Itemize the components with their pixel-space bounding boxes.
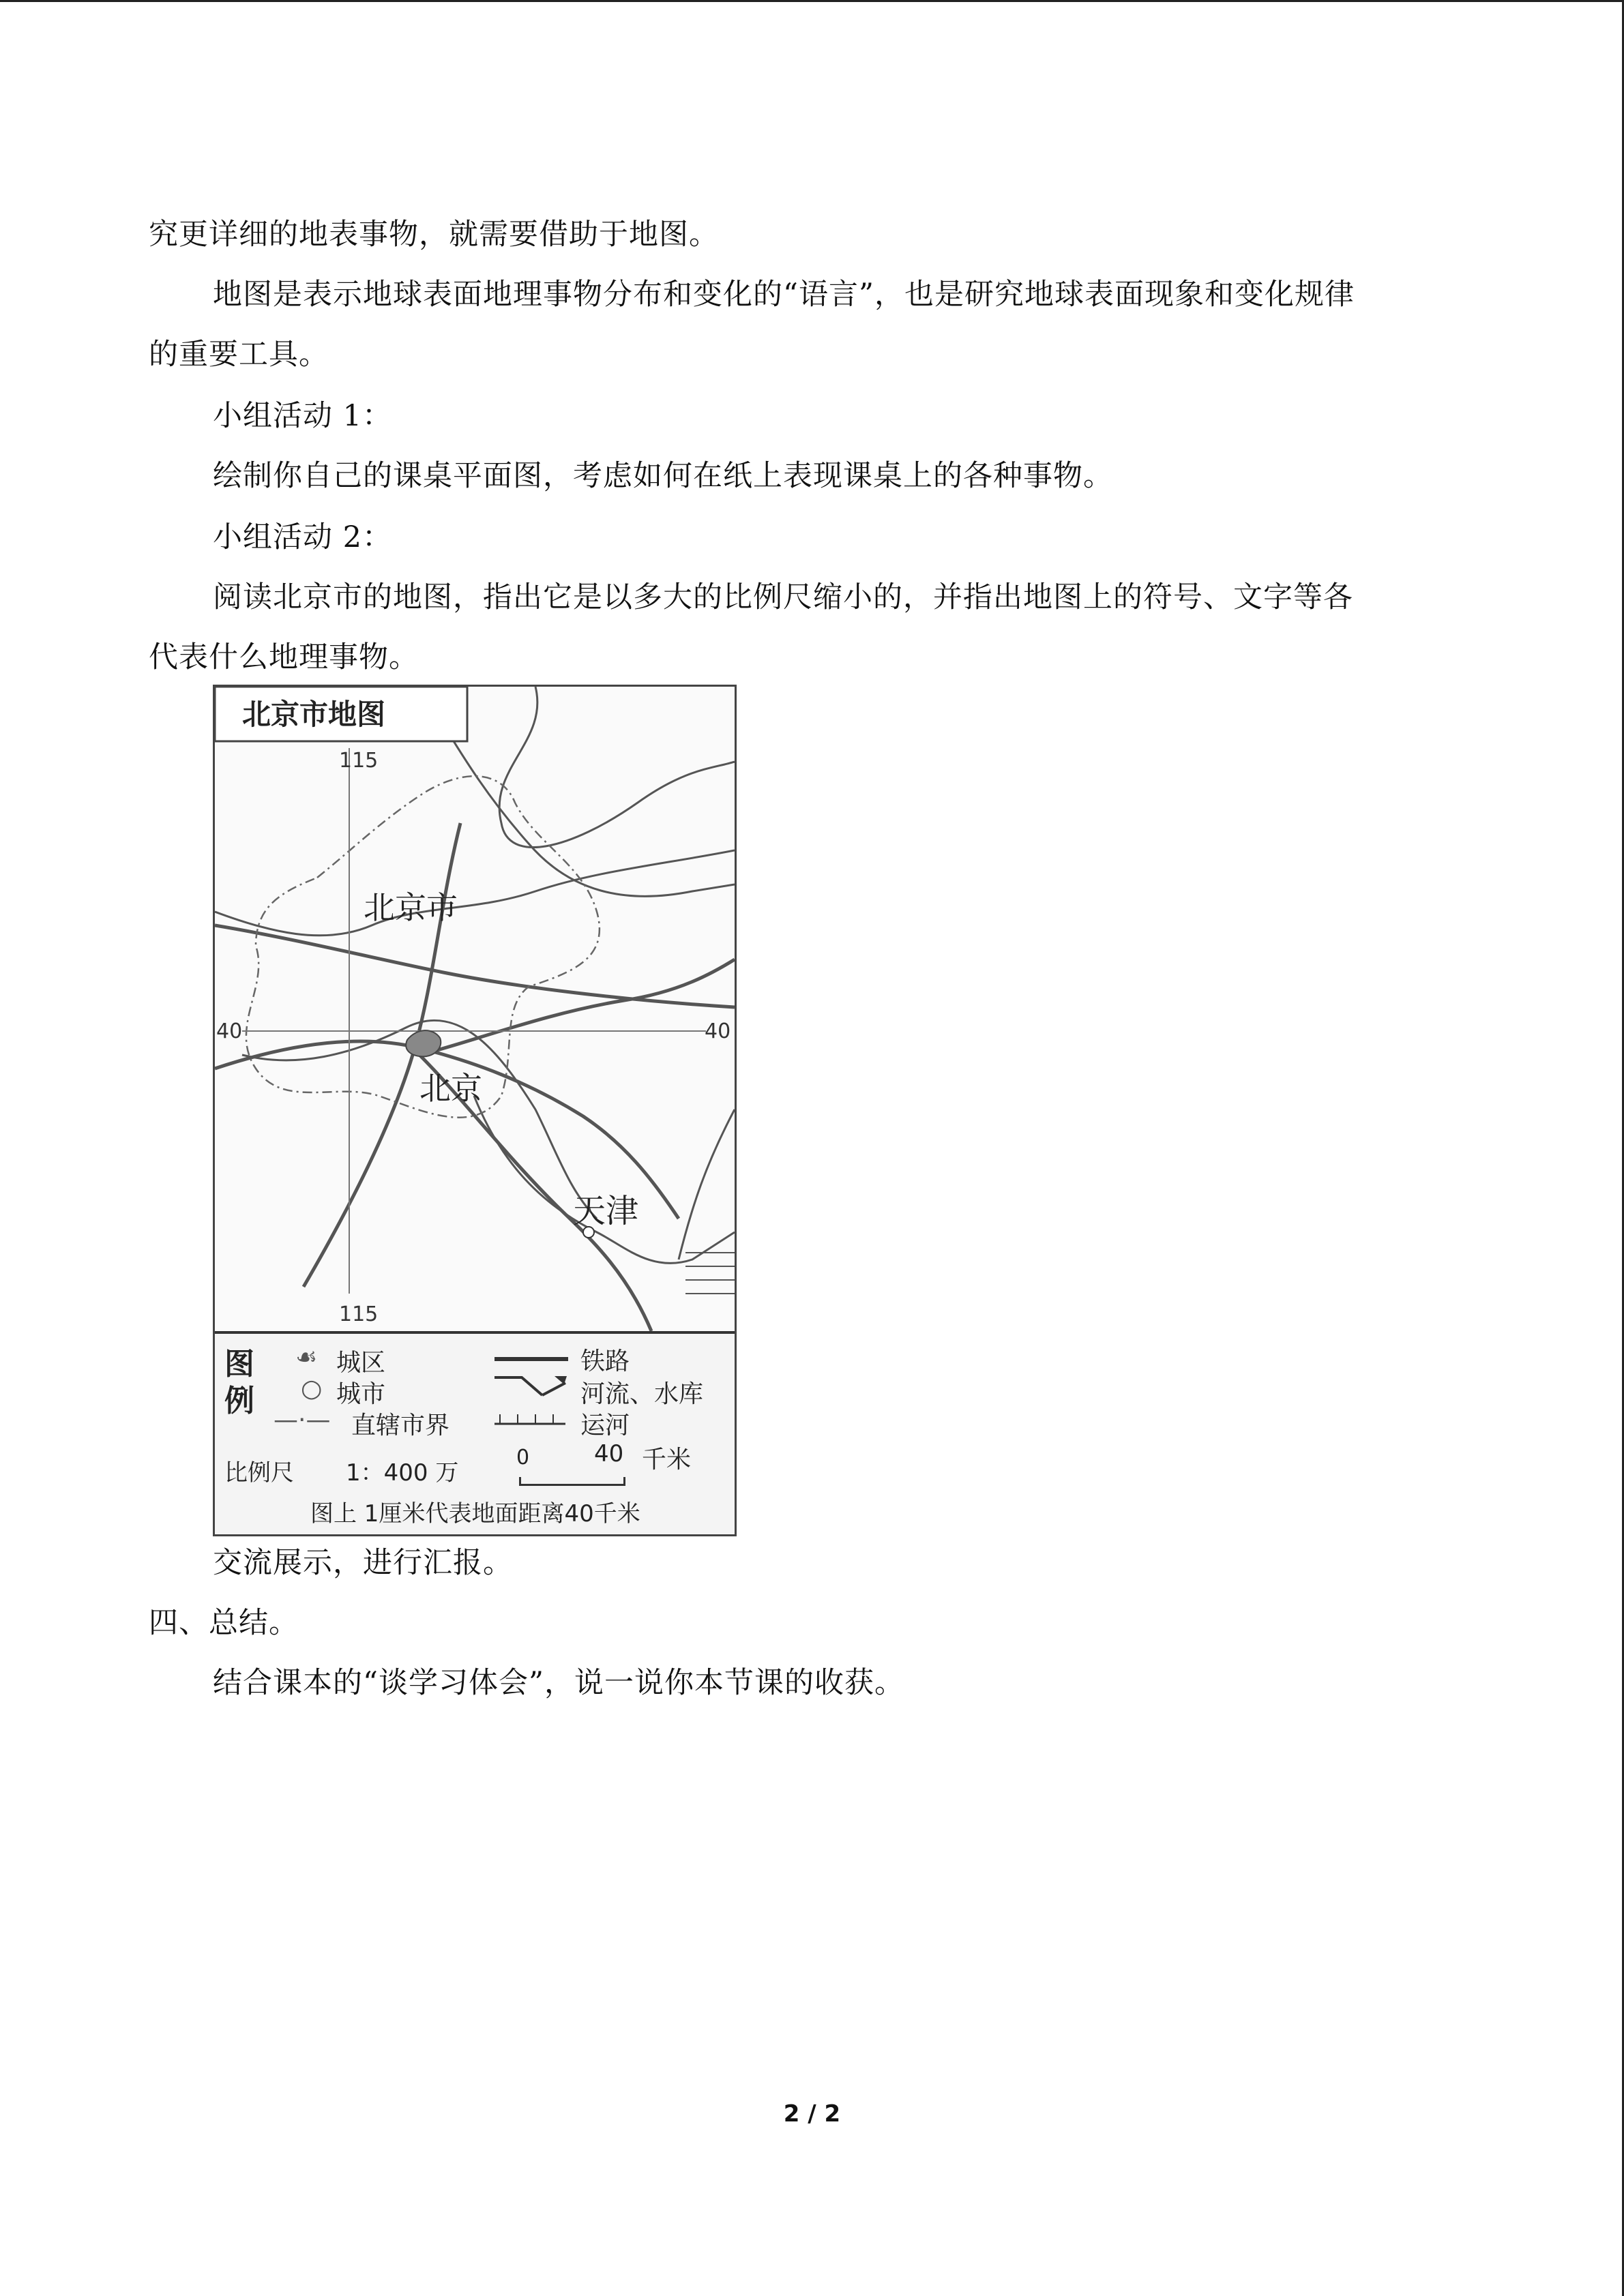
boundary-line-icon: —·— bbox=[274, 1406, 331, 1434]
railway-line bbox=[419, 959, 735, 1055]
scale-unit: 千米 bbox=[642, 1446, 692, 1474]
scale-note: 图上 1厘米代表地面距离40千米 bbox=[310, 1500, 640, 1527]
river-line bbox=[499, 687, 735, 848]
legend-railway: 铁路 bbox=[580, 1347, 630, 1375]
paragraph-line: 阅读北京市的地图，指出它是以多大的比例尺缩小的，并指出地图上的符号、文字等各 bbox=[213, 580, 1353, 614]
label-beijing: 北京 bbox=[419, 1070, 482, 1107]
activity-heading: 小组活动 1： bbox=[213, 399, 393, 433]
label-beijing-shi: 北京市 bbox=[364, 889, 458, 926]
page-top-border bbox=[0, 0, 1624, 2]
paragraph-line: 代表什么地理事物。 bbox=[149, 640, 419, 674]
longitude-label-bottom: 115 bbox=[339, 1302, 379, 1326]
canal-legend-icon bbox=[494, 1409, 570, 1429]
legend-boundary: 直辖市界 bbox=[351, 1412, 450, 1440]
map-drawing bbox=[215, 687, 735, 1331]
scale-bar bbox=[519, 1477, 625, 1486]
legend-river: 河流、水库 bbox=[580, 1380, 704, 1408]
river-line bbox=[215, 850, 735, 936]
label-tianjin: 天津 bbox=[573, 1192, 639, 1230]
city-dot-icon: ○ bbox=[301, 1375, 323, 1403]
legend-canal: 运河 bbox=[580, 1412, 630, 1440]
urban-area-icon: ☙ bbox=[295, 1343, 318, 1371]
map-title: 北京市地图 bbox=[242, 698, 386, 731]
legend-heading: 例 bbox=[224, 1384, 254, 1418]
latitude-label-left: 40 bbox=[216, 1019, 243, 1043]
legend-urban: 城区 bbox=[336, 1349, 386, 1377]
paragraph-line: 绘制你自己的课桌平面图，考虑如何在纸上表现课桌上的各种事物。 bbox=[213, 459, 1113, 493]
legend-city: 城市 bbox=[336, 1380, 386, 1408]
longitude-label-top: 115 bbox=[339, 749, 379, 773]
railway-legend-icon bbox=[494, 1357, 568, 1361]
river-line bbox=[474, 1096, 735, 1263]
activity-heading: 小组活动 2： bbox=[213, 520, 393, 554]
scale-ratio: 1：400 万 bbox=[346, 1459, 459, 1487]
river-legend-icon bbox=[494, 1373, 570, 1403]
paragraph-line: 地图是表示地球表面地理事物分布和变化的“语言”，也是研究地球表面现象和变化规律 bbox=[213, 278, 1355, 312]
beijing-map-figure bbox=[213, 685, 737, 1536]
map-legend bbox=[215, 1331, 735, 1536]
section-heading: 四、总结。 bbox=[149, 1606, 299, 1640]
scale-label: 比例尺 bbox=[224, 1459, 294, 1487]
municipal-boundary bbox=[246, 776, 600, 1118]
paragraph-line: 结合课本的“谈学习体会”，说一说你本节课的收获。 bbox=[213, 1666, 904, 1700]
page-number: 2 / 2 bbox=[783, 2100, 841, 2128]
paragraph-line: 的重要工具。 bbox=[149, 338, 329, 372]
scale-bar-zero: 0 bbox=[516, 1446, 530, 1470]
urban-area-beijing bbox=[406, 1030, 441, 1056]
latitude-label-right: 40 bbox=[705, 1019, 731, 1043]
scale-bar-forty: 40 bbox=[594, 1440, 624, 1467]
paragraph-line: 究更详细的地表事物，就需要借助于地图。 bbox=[149, 218, 719, 252]
paragraph-line: 交流展示，进行汇报。 bbox=[213, 1546, 513, 1580]
legend-heading: 图 bbox=[224, 1347, 254, 1382]
